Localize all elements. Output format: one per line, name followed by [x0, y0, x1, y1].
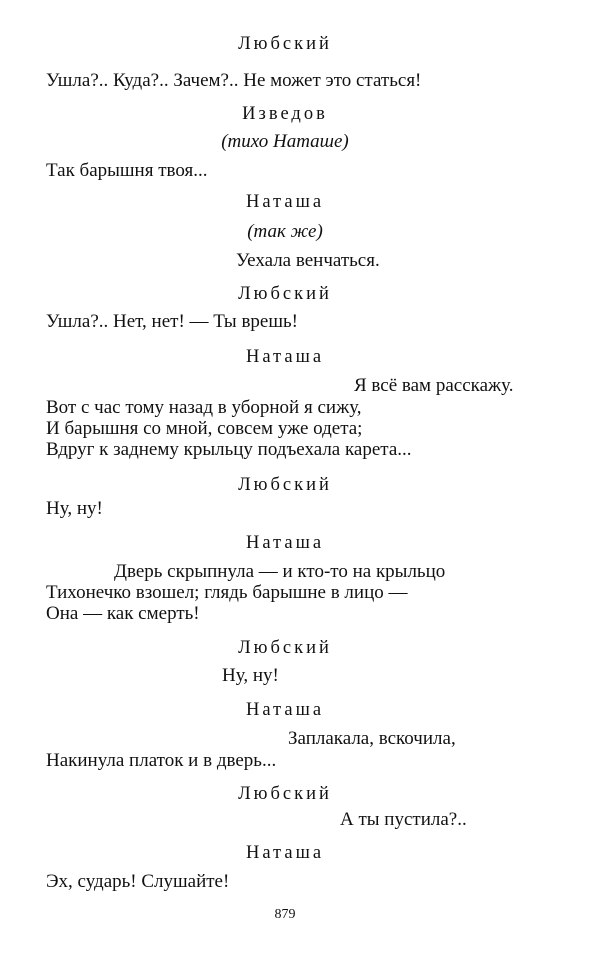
verse-line: Ну, ну!	[46, 498, 103, 519]
verse-line: Эх, сударь! Слушайте!	[46, 871, 230, 892]
speaker-name: Наташа	[245, 347, 325, 367]
stage-direction: (тихо Наташе)	[221, 131, 349, 152]
verse-line: А ты пустила?..	[340, 809, 467, 830]
speaker-name: Изведов	[242, 104, 328, 124]
speaker-name: Любский	[238, 475, 332, 495]
verse-line: Дверь скрыпнула — и кто-то на крыльцо	[114, 561, 446, 582]
verse-line: Накинула платок и в дверь...	[46, 750, 277, 771]
speaker-name: Любский	[238, 34, 332, 54]
verse-line: Ушла?.. Куда?.. Зачем?.. Не может это статься!	[46, 70, 422, 91]
verse-line: Она — как смерть!	[46, 603, 200, 624]
verse-line: И барышня со мной, совсем уже одета;	[46, 418, 363, 439]
verse-line: Ушла?.. Нет, нет! — Ты врешь!	[46, 311, 298, 332]
speaker-name: Любский	[238, 284, 332, 304]
verse-line: Вдруг к заднему крыльцу подъехала карета...	[46, 439, 412, 460]
speaker-name: Любский	[238, 784, 332, 804]
speaker-name: Любский	[238, 638, 332, 658]
verse-line: Тихонечко взошел; глядь барышне в лицо —	[46, 582, 408, 603]
verse-line: Заплакала, вскочила,	[288, 728, 456, 749]
verse-line: Я всё вам расскажу.	[354, 375, 514, 396]
speaker-name: Наташа	[245, 843, 325, 863]
page-number: 879	[274, 907, 296, 922]
verse-line: Вот с час тому назад в уборной я сижу,	[46, 397, 362, 418]
stage-direction: (так же)	[247, 221, 323, 242]
verse-line: Так барышня твоя...	[46, 160, 208, 181]
speaker-name: Наташа	[245, 192, 325, 212]
verse-line: Уехала венчаться.	[236, 250, 380, 271]
speaker-name: Наташа	[245, 533, 325, 553]
verse-line: Ну, ну!	[222, 665, 279, 686]
speaker-name: Наташа	[245, 700, 325, 720]
